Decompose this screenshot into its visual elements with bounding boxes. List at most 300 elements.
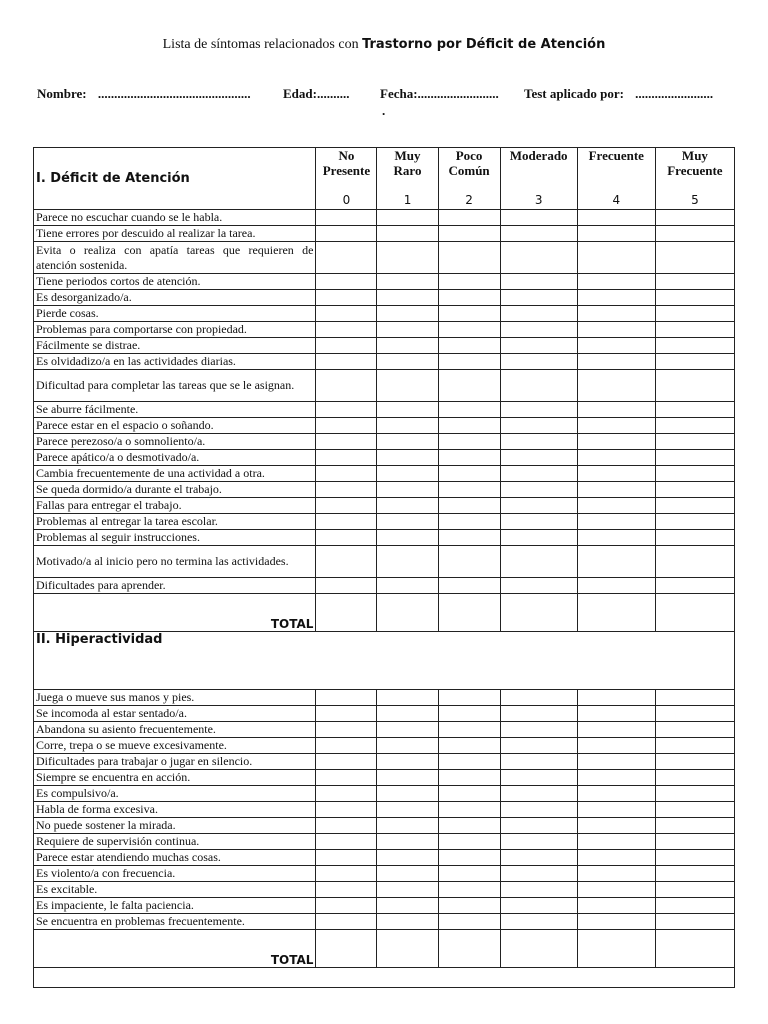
rating-cell-3[interactable]	[500, 530, 577, 546]
rating-cell-1[interactable]	[377, 482, 438, 498]
rating-cell-3[interactable]	[500, 306, 577, 322]
symptom-text: Fácilmente se distrae.	[34, 338, 316, 354]
rating-cell-1[interactable]	[377, 290, 438, 306]
rating-cell-2[interactable]	[438, 306, 500, 322]
edad-dots: ..........	[316, 86, 350, 101]
symptom-row	[34, 818, 735, 834]
rating-cell-3[interactable]	[500, 450, 577, 466]
rating-cell-5[interactable]	[655, 322, 734, 338]
symptom-text: Es violento/a con frecuencia.	[34, 866, 316, 882]
scale-option-0	[316, 148, 377, 210]
scale-value: 4	[612, 193, 621, 207]
rating-cell-0[interactable]	[316, 242, 377, 274]
rating-cell-5[interactable]	[655, 402, 734, 418]
rating-cell-0[interactable]	[316, 738, 377, 754]
rating-cell-1[interactable]	[377, 882, 438, 898]
symptom-text: Juega o mueve sus manos y pies.	[34, 690, 316, 706]
rating-cell-0[interactable]	[316, 466, 377, 482]
symptom-text: Dificultad para completar las tareas que se le asignan.	[34, 370, 316, 402]
rating-cell-3[interactable]	[500, 482, 577, 498]
rating-cell-3[interactable]	[500, 338, 577, 354]
rating-cell-4[interactable]	[577, 290, 655, 306]
rating-cell-3[interactable]	[500, 274, 577, 290]
rating-cell-5[interactable]	[655, 530, 734, 546]
scale-label-line: No	[338, 148, 355, 163]
symptom-text: Tiene periodos cortos de atención.	[34, 274, 316, 290]
total-row	[34, 594, 735, 632]
rating-cell-1[interactable]	[377, 418, 438, 434]
rating-cell-5[interactable]	[655, 818, 734, 834]
rating-cell-2[interactable]	[438, 418, 500, 434]
rating-cell-5[interactable]	[655, 466, 734, 482]
rating-cell-2[interactable]	[438, 450, 500, 466]
rating-cell-5[interactable]	[655, 770, 734, 786]
rating-cell-4[interactable]	[577, 514, 655, 530]
rating-cell-1[interactable]	[377, 242, 438, 274]
symptom-text: Se encuentra en problemas frecuentemente.	[34, 914, 316, 930]
rating-cell-1[interactable]	[377, 866, 438, 882]
rating-cell-5[interactable]	[655, 418, 734, 434]
section-title-hiperactividad: II. Hiperactividad	[34, 632, 735, 690]
symptom-row	[34, 578, 735, 594]
symptom-text: Requiere de supervisión continua.	[34, 834, 316, 850]
symptom-text: Parece perezoso/a o somnoliento/a.	[34, 434, 316, 450]
scale-value: 0	[342, 193, 351, 207]
rating-cell-5[interactable]	[655, 802, 734, 818]
rating-cell-3[interactable]	[500, 690, 577, 706]
rating-cell-5[interactable]	[655, 754, 734, 770]
rating-cell-2[interactable]	[438, 210, 500, 226]
symptom-row	[34, 882, 735, 898]
rating-cell-2[interactable]	[438, 338, 500, 354]
rating-cell-4[interactable]	[577, 418, 655, 434]
rating-cell-2[interactable]	[438, 754, 500, 770]
rating-cell-4[interactable]	[577, 770, 655, 786]
rating-cell-4[interactable]	[577, 306, 655, 322]
total-cell-3[interactable]	[500, 594, 577, 632]
rating-cell-5[interactable]	[655, 722, 734, 738]
edad-field[interactable]	[283, 86, 349, 102]
rating-cell-1[interactable]	[377, 354, 438, 370]
rating-cell-1[interactable]	[377, 722, 438, 738]
rating-cell-1[interactable]	[377, 210, 438, 226]
rating-cell-0[interactable]	[316, 530, 377, 546]
rating-cell-1[interactable]	[377, 466, 438, 482]
rating-cell-2[interactable]	[438, 498, 500, 514]
rating-cell-3[interactable]	[500, 898, 577, 914]
rating-cell-5[interactable]	[655, 738, 734, 754]
rating-cell-0[interactable]	[316, 578, 377, 594]
rating-cell-3[interactable]	[500, 418, 577, 434]
rating-cell-3[interactable]	[500, 242, 577, 274]
rating-cell-0[interactable]	[316, 226, 377, 242]
rating-cell-5[interactable]	[655, 514, 734, 530]
nombre-label: Nombre:	[37, 86, 87, 101]
rating-cell-2[interactable]	[438, 914, 500, 930]
rating-cell-5[interactable]	[655, 434, 734, 450]
total-label: TOTAL	[34, 930, 316, 968]
rating-cell-2[interactable]	[438, 274, 500, 290]
rating-cell-2[interactable]	[438, 850, 500, 866]
rating-cell-0[interactable]	[316, 866, 377, 882]
rating-cell-3[interactable]	[500, 770, 577, 786]
rating-cell-3[interactable]	[500, 802, 577, 818]
scale-label-line: Común	[448, 163, 490, 178]
rating-cell-4[interactable]	[577, 786, 655, 802]
rating-cell-3[interactable]	[500, 290, 577, 306]
rating-cell-1[interactable]	[377, 770, 438, 786]
rating-cell-2[interactable]	[438, 226, 500, 242]
rating-cell-5[interactable]	[655, 210, 734, 226]
symptom-text: Dificultades para trabajar o jugar en silencio.	[34, 754, 316, 770]
rating-cell-0[interactable]	[316, 802, 377, 818]
rating-cell-1[interactable]	[377, 786, 438, 802]
rating-cell-5[interactable]	[655, 546, 734, 578]
rating-cell-4[interactable]	[577, 578, 655, 594]
symptom-row	[34, 834, 735, 850]
rating-cell-2[interactable]	[438, 530, 500, 546]
rating-cell-3[interactable]	[500, 498, 577, 514]
rating-cell-1[interactable]	[377, 690, 438, 706]
edad-label: Edad:	[283, 86, 317, 101]
symptom-row	[34, 482, 735, 498]
rating-cell-4[interactable]	[577, 882, 655, 898]
symptom-text: Es desorganizado/a.	[34, 290, 316, 306]
rating-cell-2[interactable]	[438, 322, 500, 338]
rating-cell-4[interactable]	[577, 434, 655, 450]
rating-cell-1[interactable]	[377, 226, 438, 242]
rating-cell-2[interactable]	[438, 706, 500, 722]
symptom-text: Corre, trepa o se mueve excesivamente.	[34, 738, 316, 754]
rating-cell-5[interactable]	[655, 274, 734, 290]
rating-cell-4[interactable]	[577, 354, 655, 370]
symptom-text: Parece estar en el espacio o soñando.	[34, 418, 316, 434]
total-cell-4[interactable]	[577, 594, 655, 632]
symptom-row	[34, 210, 735, 226]
rating-cell-1[interactable]	[377, 338, 438, 354]
rating-cell-3[interactable]	[500, 738, 577, 754]
rating-cell-4[interactable]	[577, 914, 655, 930]
rating-cell-0[interactable]	[316, 306, 377, 322]
rating-cell-4[interactable]	[577, 690, 655, 706]
rating-cell-5[interactable]	[655, 338, 734, 354]
blank-footer-row	[34, 968, 735, 988]
rating-cell-5[interactable]	[655, 290, 734, 306]
rating-cell-4[interactable]	[577, 754, 655, 770]
rating-cell-4[interactable]	[577, 866, 655, 882]
rating-cell-0[interactable]	[316, 546, 377, 578]
rating-cell-2[interactable]	[438, 242, 500, 274]
symptom-text: Se queda dormido/a durante el trabajo.	[34, 482, 316, 498]
rating-cell-0[interactable]	[316, 434, 377, 450]
rating-cell-1[interactable]	[377, 274, 438, 290]
rating-cell-5[interactable]	[655, 354, 734, 370]
rating-cell-1[interactable]	[377, 530, 438, 546]
symptom-row	[34, 530, 735, 546]
rating-cell-4[interactable]	[577, 322, 655, 338]
symptom-row	[34, 850, 735, 866]
rating-cell-2[interactable]	[438, 354, 500, 370]
rating-cell-0[interactable]	[316, 290, 377, 306]
rating-cell-1[interactable]	[377, 434, 438, 450]
rating-cell-0[interactable]	[316, 498, 377, 514]
total-cell-0[interactable]	[316, 930, 377, 968]
rating-cell-2[interactable]	[438, 834, 500, 850]
rating-cell-5[interactable]	[655, 306, 734, 322]
rating-cell-4[interactable]	[577, 338, 655, 354]
total-cell-3[interactable]	[500, 930, 577, 968]
symptom-text: Problemas al entregar la tarea escolar.	[34, 514, 316, 530]
rating-cell-5[interactable]	[655, 370, 734, 402]
scale-option-1	[377, 148, 438, 210]
rating-cell-1[interactable]	[377, 306, 438, 322]
rating-cell-1[interactable]	[377, 850, 438, 866]
rating-cell-3[interactable]	[500, 866, 577, 882]
rating-cell-0[interactable]	[316, 914, 377, 930]
rating-cell-4[interactable]	[577, 482, 655, 498]
rating-cell-3[interactable]	[500, 210, 577, 226]
rating-cell-4[interactable]	[577, 402, 655, 418]
rating-cell-2[interactable]	[438, 290, 500, 306]
rating-cell-4[interactable]	[577, 466, 655, 482]
rating-cell-3[interactable]	[500, 434, 577, 450]
rating-cell-4[interactable]	[577, 498, 655, 514]
rating-cell-5[interactable]	[655, 498, 734, 514]
test-label: Test aplicado por:	[524, 86, 624, 101]
rating-cell-2[interactable]	[438, 770, 500, 786]
rating-cell-2[interactable]	[438, 370, 500, 402]
rating-cell-4[interactable]	[577, 722, 655, 738]
rating-cell-3[interactable]	[500, 370, 577, 402]
rating-cell-1[interactable]	[377, 818, 438, 834]
rating-cell-2[interactable]	[438, 514, 500, 530]
rating-cell-3[interactable]	[500, 914, 577, 930]
symptom-text: Pierde cosas.	[34, 306, 316, 322]
rating-cell-0[interactable]	[316, 770, 377, 786]
rating-cell-0[interactable]	[316, 834, 377, 850]
rating-cell-3[interactable]	[500, 578, 577, 594]
symptom-row	[34, 322, 735, 338]
rating-cell-3[interactable]	[500, 722, 577, 738]
rating-cell-4[interactable]	[577, 802, 655, 818]
rating-cell-0[interactable]	[316, 706, 377, 722]
rating-cell-2[interactable]	[438, 690, 500, 706]
rating-cell-3[interactable]	[500, 754, 577, 770]
rating-cell-3[interactable]	[500, 466, 577, 482]
rating-cell-4[interactable]	[577, 226, 655, 242]
total-cell-5[interactable]	[655, 594, 734, 632]
rating-cell-5[interactable]	[655, 786, 734, 802]
rating-cell-1[interactable]	[377, 914, 438, 930]
total-cell-2[interactable]	[438, 930, 500, 968]
scale-label-line: Muy	[394, 148, 421, 163]
rating-cell-0[interactable]	[316, 690, 377, 706]
rating-cell-1[interactable]	[377, 322, 438, 338]
rating-cell-5[interactable]	[655, 242, 734, 274]
rating-cell-0[interactable]	[316, 210, 377, 226]
symptom-row	[34, 802, 735, 818]
symptom-row	[34, 274, 735, 290]
rating-cell-4[interactable]	[577, 738, 655, 754]
rating-cell-3[interactable]	[500, 514, 577, 530]
rating-cell-0[interactable]	[316, 354, 377, 370]
rating-cell-0[interactable]	[316, 402, 377, 418]
rating-cell-4[interactable]	[577, 450, 655, 466]
rating-cell-4[interactable]	[577, 706, 655, 722]
rating-cell-5[interactable]	[655, 226, 734, 242]
rating-cell-4[interactable]	[577, 546, 655, 578]
rating-cell-0[interactable]	[316, 274, 377, 290]
symptom-text: Se incomoda al estar sentado/a.	[34, 706, 316, 722]
rating-cell-2[interactable]	[438, 546, 500, 578]
rating-cell-0[interactable]	[316, 786, 377, 802]
nombre-field[interactable]	[37, 86, 251, 102]
symptom-text: Parece estar atendiendo muchas cosas.	[34, 850, 316, 866]
rating-cell-4[interactable]	[577, 818, 655, 834]
symptom-row	[34, 466, 735, 482]
rating-cell-4[interactable]	[577, 274, 655, 290]
rating-cell-0[interactable]	[316, 370, 377, 402]
rating-cell-5[interactable]	[655, 482, 734, 498]
rating-cell-5[interactable]	[655, 866, 734, 882]
rating-cell-1[interactable]	[377, 754, 438, 770]
rating-cell-2[interactable]	[438, 898, 500, 914]
rating-cell-0[interactable]	[316, 850, 377, 866]
rating-cell-1[interactable]	[377, 578, 438, 594]
symptom-row	[34, 786, 735, 802]
rating-cell-0[interactable]	[316, 482, 377, 498]
rating-cell-3[interactable]	[500, 834, 577, 850]
rating-cell-4[interactable]	[577, 898, 655, 914]
rating-cell-2[interactable]	[438, 466, 500, 482]
total-cell-1[interactable]	[377, 594, 438, 632]
document-title	[0, 37, 768, 53]
rating-cell-1[interactable]	[377, 450, 438, 466]
rating-cell-2[interactable]	[438, 802, 500, 818]
title-plain: Lista de síntomas relacionados con	[162, 37, 359, 52]
fecha-label: Fecha:	[380, 86, 418, 101]
symptom-text: Siempre se encuentra en acción.	[34, 770, 316, 786]
rating-cell-3[interactable]	[500, 546, 577, 578]
rating-cell-3[interactable]	[500, 354, 577, 370]
rating-cell-2[interactable]	[438, 866, 500, 882]
total-cell-4[interactable]	[577, 930, 655, 968]
test-aplicado-field[interactable]	[524, 86, 713, 102]
rating-cell-0[interactable]	[316, 882, 377, 898]
rating-cell-1[interactable]	[377, 706, 438, 722]
rating-cell-2[interactable]	[438, 578, 500, 594]
rating-cell-4[interactable]	[577, 370, 655, 402]
total-cell-2[interactable]	[438, 594, 500, 632]
rating-cell-1[interactable]	[377, 738, 438, 754]
scale-value: 3	[534, 193, 543, 207]
rating-cell-2[interactable]	[438, 818, 500, 834]
symptom-text: Es impaciente, le falta paciencia.	[34, 898, 316, 914]
rating-cell-5[interactable]	[655, 450, 734, 466]
rating-cell-3[interactable]	[500, 786, 577, 802]
rating-cell-4[interactable]	[577, 210, 655, 226]
rating-cell-1[interactable]	[377, 834, 438, 850]
rating-cell-1[interactable]	[377, 370, 438, 402]
symptom-row	[34, 306, 735, 322]
symptom-row	[34, 498, 735, 514]
rating-cell-0[interactable]	[316, 514, 377, 530]
rating-cell-1[interactable]	[377, 802, 438, 818]
symptom-text: Fallas para entregar el trabajo.	[34, 498, 316, 514]
symptom-row	[34, 754, 735, 770]
rating-cell-1[interactable]	[377, 514, 438, 530]
rating-cell-4[interactable]	[577, 850, 655, 866]
rating-cell-3[interactable]	[500, 322, 577, 338]
total-cell-1[interactable]	[377, 930, 438, 968]
rating-cell-2[interactable]	[438, 882, 500, 898]
rating-cell-1[interactable]	[377, 498, 438, 514]
rating-cell-0[interactable]	[316, 754, 377, 770]
symptom-row	[34, 706, 735, 722]
trailing-dot: .	[382, 103, 386, 118]
rating-cell-2[interactable]	[438, 434, 500, 450]
rating-cell-5[interactable]	[655, 882, 734, 898]
rating-cell-3[interactable]	[500, 818, 577, 834]
scale-value: 2	[465, 193, 473, 207]
scale-value: 5	[691, 193, 699, 207]
symptom-row	[34, 450, 735, 466]
rating-cell-1[interactable]	[377, 546, 438, 578]
scale-value: 1	[403, 193, 412, 207]
symptom-row	[34, 338, 735, 354]
rating-cell-4[interactable]	[577, 242, 655, 274]
rating-cell-5[interactable]	[655, 834, 734, 850]
rating-cell-0[interactable]	[316, 818, 377, 834]
symptom-text: Abandona su asiento frecuentemente.	[34, 722, 316, 738]
rating-cell-0[interactable]	[316, 450, 377, 466]
rating-cell-2[interactable]	[438, 402, 500, 418]
rating-cell-1[interactable]	[377, 402, 438, 418]
rating-cell-4[interactable]	[577, 834, 655, 850]
rating-cell-3[interactable]	[500, 850, 577, 866]
rating-cell-0[interactable]	[316, 898, 377, 914]
symptom-text: Es excitable.	[34, 882, 316, 898]
rating-cell-0[interactable]	[316, 322, 377, 338]
rating-cell-5[interactable]	[655, 706, 734, 722]
total-cell-5[interactable]	[655, 930, 734, 968]
rating-cell-0[interactable]	[316, 722, 377, 738]
rating-cell-3[interactable]	[500, 882, 577, 898]
rating-cell-4[interactable]	[577, 530, 655, 546]
rating-cell-2[interactable]	[438, 738, 500, 754]
rating-cell-0[interactable]	[316, 338, 377, 354]
test-dots: ........................	[635, 86, 714, 101]
fecha-field[interactable]	[380, 86, 499, 102]
rating-cell-3[interactable]	[500, 402, 577, 418]
rating-cell-5[interactable]	[655, 578, 734, 594]
scale-header-row	[34, 148, 735, 210]
rating-cell-1[interactable]	[377, 898, 438, 914]
rating-cell-5[interactable]	[655, 850, 734, 866]
rating-cell-5[interactable]	[655, 690, 734, 706]
rating-cell-2[interactable]	[438, 786, 500, 802]
rating-cell-3[interactable]	[500, 706, 577, 722]
blank-footer-cell	[34, 968, 735, 988]
total-cell-0[interactable]	[316, 594, 377, 632]
rating-cell-5[interactable]	[655, 914, 734, 930]
rating-cell-2[interactable]	[438, 482, 500, 498]
rating-cell-2[interactable]	[438, 722, 500, 738]
rating-cell-3[interactable]	[500, 226, 577, 242]
rating-cell-5[interactable]	[655, 898, 734, 914]
rating-cell-0[interactable]	[316, 418, 377, 434]
symptom-row	[34, 354, 735, 370]
